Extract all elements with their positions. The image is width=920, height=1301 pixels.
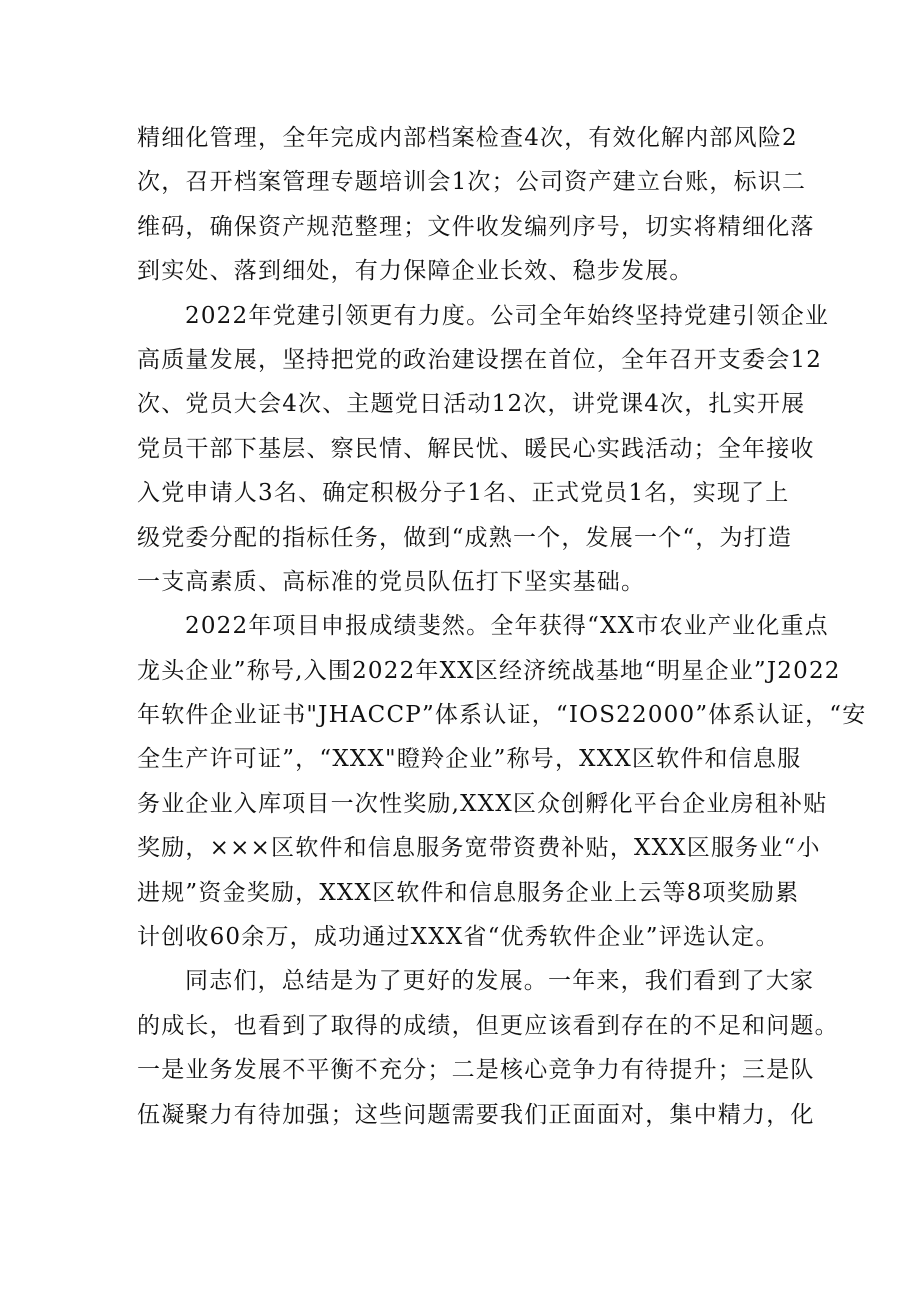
paragraph-party-building (137, 294, 830, 605)
text-line: 2022年项目申报成绩斐然。全年获得“XX市农业产业化重点 (185, 613, 829, 640)
text-line: 一支高素质、高标准的党员队伍打下坚实基础。 (137, 568, 646, 595)
text-line: 党员干部下基层、察民情、解民忧、暖民心实践活动；全年接收 (137, 435, 815, 462)
text-line: 2022年党建引领更有力度。公司全年始终坚持党建引领企业 (185, 302, 830, 329)
text-line: 高质量发展，坚持把党的政治建设摆在首位，全年召开支委会12 (137, 346, 823, 373)
text-line: 同志们，总结是为了更好的发展。一年来，我们看到了大家 (185, 968, 815, 995)
text-line: 精细化管理，全年完成内部档案检查4次，有效化解内部风险2 (137, 125, 798, 151)
text-line: 伍凝聚力有待加强；这些问题需要我们正面面对，集中精力，化 (137, 1101, 815, 1128)
paragraph-project-declaration (137, 604, 867, 959)
text-line: 次，召开档案管理专题培训会1次；公司资产建立台账，标识二 (137, 169, 807, 196)
text-line: 奖励，×××区软件和信息服务宽带资费补贴，XXX区服务业“小 (137, 835, 821, 862)
text-line: 务业企业入库项目一次性奖励,XXX区众创孵化平台企业房租补贴 (137, 790, 828, 817)
text-line: 入党申请人3名、确定积极分子1名、正式党员1名，实现了上 (137, 480, 790, 507)
text-line: 的成长，也看到了取得的成绩，但更应该看到存在的不足和问题。 (137, 1012, 839, 1039)
text-line: 维码，确保资产规范整理；文件收发编列序号，切实将精细化落 (137, 213, 815, 240)
paragraph-management (137, 116, 815, 294)
text-line: 全生产许可证”，“XXX"瞪羚企业”称号，XXX区软件和信息服 (137, 746, 802, 773)
text-line: 进规”资金奖励，XXX区软件和信息服务企业上云等8项奖励累 (137, 879, 800, 906)
text-line: 龙头企业”称号,入围2022年XX区经济统战基地“明星企业”J2022 (137, 657, 841, 684)
paragraph-summary (137, 959, 839, 1137)
text-line: 级党委分配的指标任务，做到“成熟一个，发展一个“，为打造 (137, 524, 793, 551)
document-body (137, 116, 867, 1137)
text-line: 年软件企业证书"JHACCP”体系认证，“IOS22000”体系认证，“安 (137, 702, 867, 729)
text-line: 一是业务发展不平衡不充分；二是核心竞争力有待提升；三是队 (137, 1057, 815, 1084)
text-line: 到实处、落到细处，有力保障企业长效、稳步发展。 (137, 258, 694, 285)
text-line: 计创收60余万，成功通过XXX省“优秀软件企业”评选认定。 (137, 924, 780, 951)
text-line: 次、党员大会4次、主题党日活动12次，讲党课4次，扎实开展 (137, 391, 806, 418)
